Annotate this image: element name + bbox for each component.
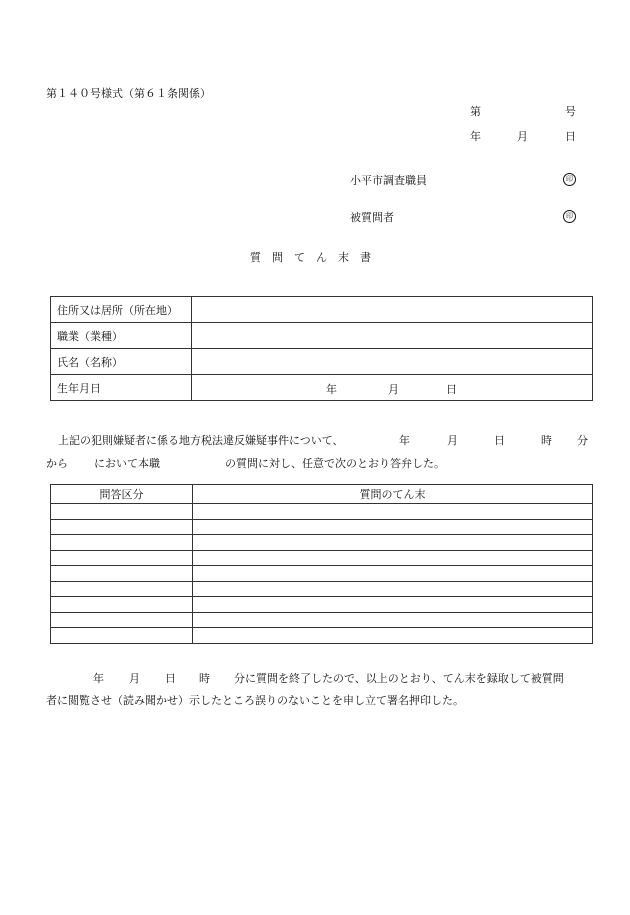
qa-type-cell[interactable] [51, 566, 193, 582]
birth-month: 月 [388, 383, 399, 396]
name-label: 氏名（名称） [51, 349, 192, 375]
intro-month: 月 [447, 434, 458, 447]
intro-closing: の質問に対し、任意で次のとおり答弁した。 [225, 457, 445, 470]
investigator-label: 小平市調査職員 [350, 174, 427, 187]
qa-type-cell[interactable] [51, 519, 193, 535]
qa-content-cell[interactable] [193, 550, 593, 566]
qa-content-cell[interactable] [193, 628, 593, 644]
date-day: 日 [565, 130, 576, 143]
qa-content-cell[interactable] [193, 612, 593, 628]
qa-type-cell[interactable] [51, 597, 193, 613]
qa-type-cell[interactable] [51, 504, 193, 520]
table-row [51, 504, 593, 520]
intro-day: 日 [494, 434, 505, 447]
table-row [51, 566, 593, 582]
date-year: 年 [470, 130, 481, 143]
table-row [51, 612, 593, 628]
intro-minute: 分 [577, 434, 588, 447]
qa-content-cell[interactable] [193, 597, 593, 613]
table-row [51, 597, 593, 613]
form-number: 第１４０号様式（第６１条関係） [46, 87, 211, 100]
investigator-seal-mark: 印 [563, 173, 576, 186]
document-title: 質 問 て ん 末 書 [250, 251, 371, 264]
table-row [51, 550, 593, 566]
qa-type-cell[interactable] [51, 550, 193, 566]
qa-content-cell[interactable] [193, 519, 593, 535]
qa-content-cell[interactable] [193, 504, 593, 520]
qa-content-cell[interactable] [193, 566, 593, 582]
qa-content-cell[interactable] [193, 535, 593, 551]
document-number-prefix: 第 [470, 105, 481, 118]
person-info-table [50, 296, 593, 401]
intro-year: 年 [399, 434, 410, 447]
intro-place: において本職 [94, 457, 160, 470]
table-row [51, 628, 593, 644]
intro-hour: 時 [541, 434, 552, 447]
table-row [51, 375, 593, 401]
table-row [51, 581, 593, 597]
qa-type-cell[interactable] [51, 581, 193, 597]
birthdate-label: 生年月日 [51, 375, 192, 401]
occupation-label: 職業（業種） [51, 323, 192, 349]
questioned-seal-mark: 印 [563, 210, 576, 223]
name-field[interactable] [192, 349, 593, 375]
table-row [51, 323, 593, 349]
address-field[interactable] [192, 297, 593, 323]
table-row [51, 519, 593, 535]
birth-day: 日 [446, 383, 457, 396]
qa-table [50, 484, 593, 644]
address-label: 住所又は居所（所在地） [51, 297, 192, 323]
closing-day: 日 [165, 672, 176, 685]
questioned-label: 被質問者 [350, 211, 394, 224]
closing-line1: 分に質問を終了したので、以上のとおり、てん末を録取して被質問 [234, 672, 564, 685]
date-month: 月 [517, 130, 528, 143]
birth-year: 年 [326, 383, 337, 396]
occupation-field[interactable] [192, 323, 593, 349]
table-row [51, 349, 593, 375]
closing-line2: 者に閲覧させ（読み聞かせ）示したところ誤りのないことを申し立て署名押印した。 [46, 694, 464, 707]
table-row [51, 535, 593, 551]
closing-month: 月 [129, 672, 140, 685]
qa-col2-header: 質問のてん末 [193, 485, 593, 504]
table-row [51, 297, 593, 323]
qa-type-cell[interactable] [51, 628, 193, 644]
table-header-row [51, 485, 593, 504]
intro-from: から [46, 457, 68, 470]
qa-type-cell[interactable] [51, 612, 193, 628]
qa-type-cell[interactable] [51, 535, 193, 551]
closing-hour: 時 [199, 672, 210, 685]
closing-year: 年 [93, 672, 104, 685]
qa-content-cell[interactable] [193, 581, 593, 597]
intro-text: 上記の犯則嫌疑者に係る地方税法違反嫌疑事件について、 [58, 434, 344, 447]
birthdate-field[interactable] [192, 375, 593, 401]
intro-line1 [58, 432, 344, 448]
qa-col1-header: 問答区分 [51, 485, 193, 504]
document-number-suffix: 号 [565, 105, 576, 118]
